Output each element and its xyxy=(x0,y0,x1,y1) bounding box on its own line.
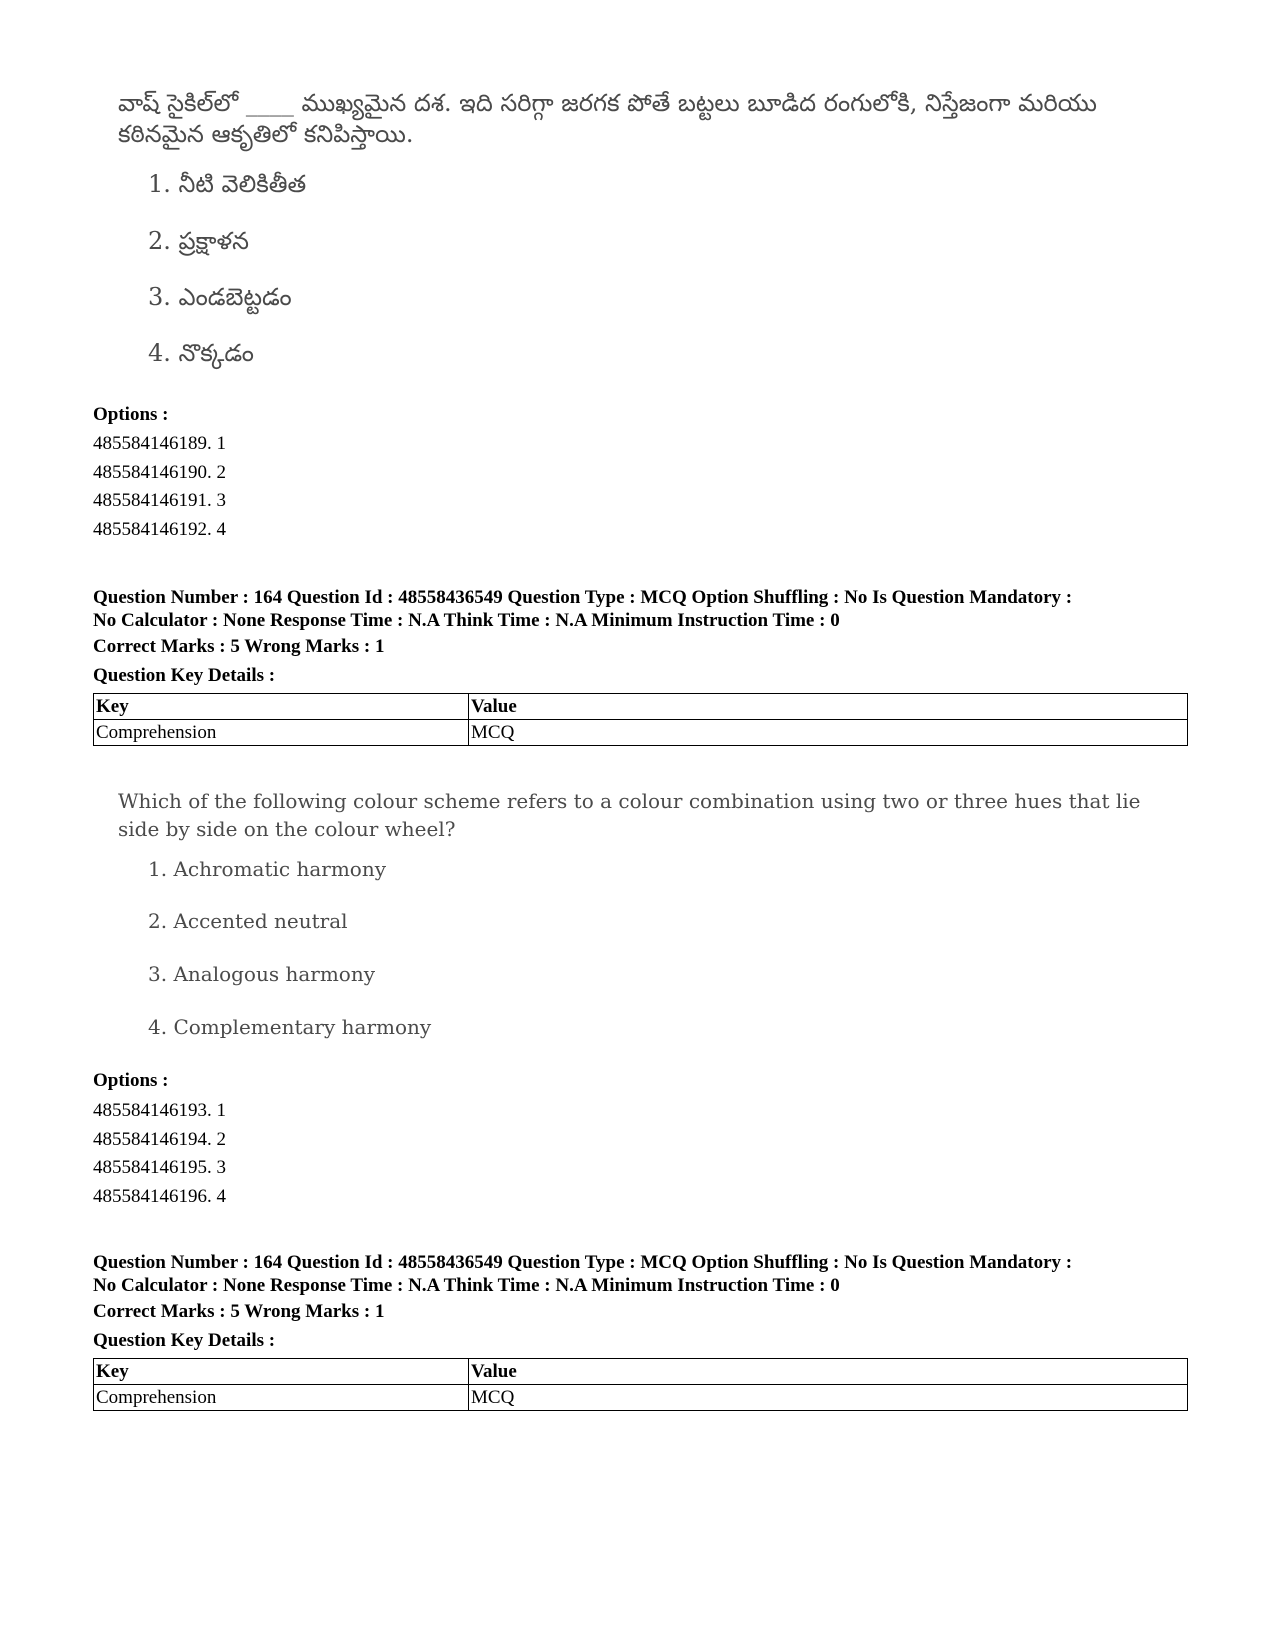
key-details-heading: Question Key Details : xyxy=(93,1330,276,1351)
table-cell: MCQ xyxy=(469,720,1188,746)
choice-item: 3. Analogous harmony xyxy=(148,962,376,986)
choice-item: 3. ఎండబెట్టడం xyxy=(148,283,292,311)
table-header-cell: Value xyxy=(469,694,1188,720)
choice-item: 1. Achromatic harmony xyxy=(148,857,386,881)
choice-item: 2. Accented neutral xyxy=(148,909,348,933)
choice-item: 4. Complementary harmony xyxy=(148,1015,432,1039)
option-item: 485584146196. 4 xyxy=(93,1185,226,1207)
options-heading: Options : xyxy=(93,1070,169,1091)
choice-item: 1. నీటి వెలికితీత xyxy=(148,170,307,198)
table-row xyxy=(94,1385,1188,1411)
option-item: 485584146190. 2 xyxy=(93,461,226,483)
key-details-heading: Question Key Details : xyxy=(93,665,276,686)
question-meta-line: Question Number : 164 Question Id : 48558436549 Question Type : MCQ Option Shuffling : No Is Question Mandatory : xyxy=(93,587,1073,608)
table-cell: MCQ xyxy=(469,1385,1188,1411)
table-header-cell: Key xyxy=(94,1359,469,1385)
table-header-cell: Value xyxy=(469,1359,1188,1385)
option-item: 485584146193. 1 xyxy=(93,1100,226,1121)
option-item: 485584146189. 1 xyxy=(93,433,226,454)
table-header-row xyxy=(94,694,1188,720)
table-header-row xyxy=(94,1359,1188,1385)
choice-item: 2. ప్రక్షాళన xyxy=(148,227,249,255)
options-list xyxy=(93,430,226,544)
table-cell: Comprehension xyxy=(94,720,469,746)
choice-item: 4. నొక్కడం xyxy=(148,339,254,367)
key-details-table xyxy=(93,693,1188,746)
option-item: 485584146191. 3 xyxy=(93,490,226,511)
marks-line: Correct Marks : 5 Wrong Marks : 1 xyxy=(93,636,385,657)
question-text: Which of the following colour scheme refers to a colour combination using two or three hues that lie side by side on the colour wheel? xyxy=(118,789,1141,841)
table-cell: Comprehension xyxy=(94,1385,469,1411)
question-meta-line: No Calculator : None Response Time : N.A Think Time : N.A Minimum Instruction Time : 0 xyxy=(93,610,840,631)
question-meta xyxy=(93,1251,1193,1297)
key-details-table xyxy=(93,1358,1188,1411)
question-meta-line: Question Number : 164 Question Id : 48558436549 Question Type : MCQ Option Shuffling : No Is Question Mandatory : xyxy=(93,1252,1073,1273)
question-meta-line: No Calculator : None Response Time : N.A Think Time : N.A Minimum Instruction Time : 0 xyxy=(93,1275,840,1296)
option-item: 485584146195. 3 xyxy=(93,1157,226,1178)
options-heading: Options : xyxy=(93,404,169,425)
question-text: వాష్ సైకిల్‌లో ____ ముఖ్యమైన దశ. ఇది సరిగ్గా జరగక పోతే బట్టలు బూడిద రంగులోకి, నిస్తేజంగా మరియు కఠినమైన ఆకృతిలో కనిపిస్తాయి. xyxy=(118,89,1097,148)
options-list xyxy=(93,1097,226,1211)
option-item: 485584146194. 2 xyxy=(93,1128,226,1150)
table-row xyxy=(94,720,1188,746)
table-header-cell: Key xyxy=(94,694,469,720)
question-image-english xyxy=(118,787,1158,1039)
option-item: 485584146192. 4 xyxy=(93,518,226,540)
marks-line: Correct Marks : 5 Wrong Marks : 1 xyxy=(93,1301,385,1322)
question-meta xyxy=(93,586,1193,632)
question-image-telugu xyxy=(118,88,1158,367)
